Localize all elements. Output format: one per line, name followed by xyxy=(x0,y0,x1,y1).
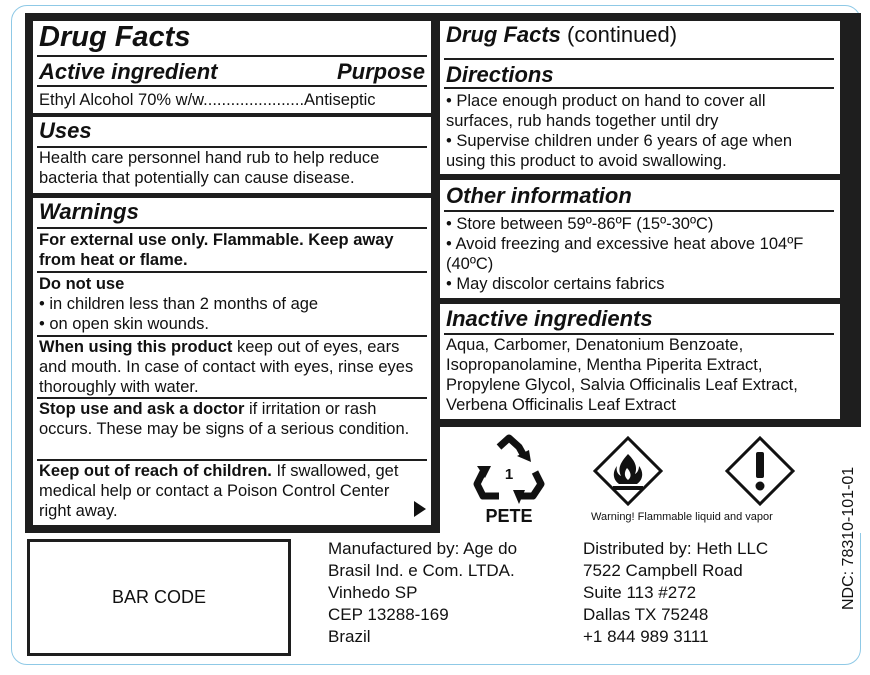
drug-facts-continued-title xyxy=(446,22,677,48)
other-info-item: • May discolor certains fabrics xyxy=(446,275,665,293)
continued-suffix: (continued) xyxy=(560,22,678,47)
distributor-line: Suite 113 #272 xyxy=(583,583,697,602)
inactive-ingredients-panel xyxy=(440,304,840,419)
manufacturer-line: Brasil Ind. e Com. LTDA. xyxy=(328,561,515,580)
recycle-number: 1 xyxy=(504,466,514,483)
distributor-block xyxy=(583,538,768,648)
ghs-exclamation-icon xyxy=(725,436,795,506)
ghs-warning-text: Warning! Flammable liquid and vapor xyxy=(591,511,773,523)
distributor-line: Dallas TX 75248 xyxy=(583,605,709,624)
when-using-heading: When using this product xyxy=(39,338,233,356)
directions-item: • Supervise children under 6 years of age when using this product to avoid swallowing. xyxy=(446,132,793,170)
uses-panel xyxy=(33,117,431,193)
keep-out-text: If swallowed, get medical help or contact a Poison Control Center right away. xyxy=(39,462,399,520)
distributor-line: Distributed by: Heth LLC xyxy=(583,539,769,558)
stop-use-heading: Stop use and ask a doctor xyxy=(39,400,245,418)
active-ingredient-heading: Active ingredient xyxy=(39,59,218,84)
warnings-heading: Warnings xyxy=(39,199,139,224)
other-info-list xyxy=(446,214,834,294)
other-info-heading: Other information xyxy=(446,183,632,208)
barcode-label: BAR CODE xyxy=(111,587,207,607)
inactive-ingredients-heading: Inactive ingredients xyxy=(446,306,653,331)
directions-item: • Place enough product on hand to cover all surfaces, rub hands together until dry xyxy=(446,92,766,130)
manufacturer-line: Brazil xyxy=(328,627,371,646)
directions-heading: Directions xyxy=(446,62,554,87)
manufacturer-line: Manufactured by: Age do xyxy=(328,539,518,558)
warnings-panel xyxy=(33,198,431,525)
do-not-use-item: • in children less than 2 months of age xyxy=(39,295,319,313)
keep-out-section xyxy=(39,461,423,521)
directions-list xyxy=(446,91,834,171)
warnings-flammable: For external use only. Flammable. Keep away from heat or flame. xyxy=(39,231,394,269)
distributor-line: +1 844 989 3111 xyxy=(583,627,709,646)
other-info-panel xyxy=(440,180,840,298)
do-not-use-heading: Do not use xyxy=(39,275,125,293)
ndc-code: NDC: 78310-101-01 xyxy=(840,466,857,610)
manufacturer-line: CEP 13288-169 xyxy=(328,605,449,624)
drug-facts-title: Drug Facts xyxy=(39,21,191,53)
continued-title: Drug Facts xyxy=(446,22,561,47)
stop-use-section xyxy=(39,399,423,439)
continue-arrow-icon xyxy=(413,500,427,518)
stop-use-text: if irritation or rash occurs. These may be signs of a serious condition. xyxy=(39,400,410,438)
manufacturer-line: Vinhedo SP xyxy=(328,583,418,602)
active-ingredient-panel xyxy=(33,21,431,113)
manufacturer-block xyxy=(328,538,517,648)
ghs-flammable-icon xyxy=(593,436,663,506)
do-not-use-section xyxy=(39,274,423,334)
other-info-item: • Store between 59º-86ºF (15º-30ºC) xyxy=(446,215,714,233)
uses-text: Health care personnel hand rub to help reduce bacteria that potentially can cause disease. xyxy=(39,149,380,187)
uses-heading: Uses xyxy=(39,118,92,143)
when-using-section xyxy=(39,337,423,397)
other-info-item: • Avoid freezing and excessive heat above 104ºF (40ºC) xyxy=(446,235,804,273)
directions-panel xyxy=(440,21,840,174)
barcode-placeholder xyxy=(27,539,291,656)
purpose-heading: Purpose xyxy=(336,59,425,84)
keep-out-heading: Keep out of reach of children. xyxy=(39,462,272,480)
when-using-text: keep out of eyes, ears and mouth. In case of contact with eyes, rinse eyes thoroughly with water. xyxy=(39,338,414,396)
do-not-use-item: • on open skin wounds. xyxy=(39,315,209,333)
recycle-label: PETE xyxy=(485,506,533,526)
active-ingredient-line: Ethyl Alcohol 70% w/w......................Antiseptic xyxy=(39,91,376,109)
inactive-ingredients-text: Aqua, Carbomer, Denatonium Benzoate, Isopropanolamine, Mentha Piperita Extract, Propylene Glycol, Salvia Officinalis Leaf Extract, Verbena Officinalis Leaf Extract xyxy=(446,336,798,414)
distributor-line: 7522 Campbell Road xyxy=(583,561,743,580)
